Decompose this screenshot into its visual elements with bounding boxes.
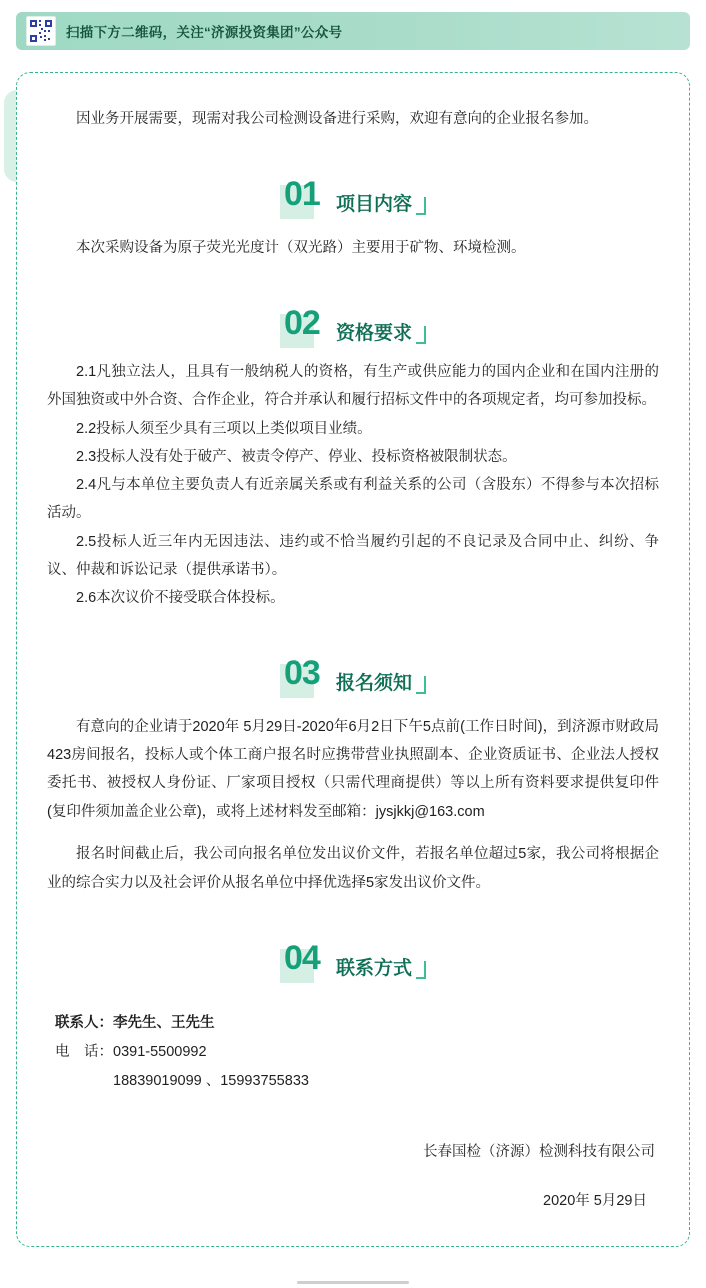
section-03-paragraph-2: 报名时间截止后，我公司向报名单位发出议价文件，若报名单位超过5家，我公司将根据企业的综合实力以及社会评价从报名单位中择优选择5家发出议价文件。 (47, 846, 659, 891)
notice-card-wrapper (16, 72, 690, 1247)
section-02-item-4: 2.4凡与本单位主要负责人有近亲属关系或有利益关系的公司（含股东）不得参与本次招标活动。 (47, 477, 659, 522)
section-bracket-04 (416, 961, 426, 979)
contact-person: 联系人：李先生、王先生 (55, 1015, 215, 1032)
banner-label: 扫描下方二维码，关注“济源投资集团”公众号 (66, 25, 343, 40)
section-number-03: 03 (283, 654, 320, 693)
notice-card (16, 72, 690, 1247)
section-02-item-5: 2.5投标人近三年内无因违法、违约或不恰当履约引起的不良记录及合同中止、纠纷、争议、仲裁和诉讼记录（提供承诺书）。 (47, 533, 659, 578)
section-02-item-2: 2.2投标人须至少具有三项以上类似项目业绩。 (76, 420, 372, 437)
section-number-01: 01 (283, 175, 320, 214)
section-heading-01 (47, 167, 659, 219)
contact-mobile-numbers: 18839019099 、15993755833 (113, 1073, 309, 1090)
qr-code-icon (26, 16, 56, 46)
section-02-item-3: 2.3投标人没有处于破产、被责令停产、停业、投标资格被限制状态。 (76, 448, 517, 465)
section-01-paragraph-1: 本次采购设备为原子荧光光度计（双光路）主要用于矿物、环境检测。 (76, 239, 526, 256)
section-number-box-04 (280, 937, 334, 983)
section-02-item-1: 2.1凡独立法人，且具有一般纳税人的资格，有生产或供应能力的国内企业和在国内注册的外国独资或中外合资、合作企业，符合并承认和履行招标文件中的各项规定者，均可参加投标。 (47, 364, 659, 409)
section-bracket-01 (416, 197, 426, 215)
bottom-indicator-bar (297, 1281, 409, 1284)
contact-phone: 电 话：0391-5500992 (55, 1044, 207, 1061)
section-number-box-03 (280, 652, 334, 698)
section-bracket-03 (416, 676, 426, 694)
section-number-box-01 (280, 173, 334, 219)
section-title-02: 资格要求 (335, 323, 412, 345)
section-title-03: 报名须知 (335, 673, 412, 695)
section-heading-04 (47, 931, 659, 983)
section-heading-02 (47, 296, 659, 348)
section-02-item-6: 2.6本次议价不接受联合体投标。 (76, 590, 285, 607)
section-03-paragraph-1: 有意向的企业请于2020年 5月29日-2020年6月2日下午5点前(工作日时间)，到济源市财政局423房间报名，投标人或个体工商户报名时应携带营业执照副本、企业资质证书、企业法人授权委托书、被授权人身份证、厂家项目授权（只需代理商提供）等以上所有资料要求提供复印件(复印件须加盖企业公章)，或将上述材料发至邮箱：jysjkkj@163.com (47, 718, 659, 820)
section-title-04: 联系方式 (335, 958, 412, 980)
section-number-04: 04 (283, 939, 320, 978)
intro-paragraph: 因业务开展需要，现需对我公司检测设备进行采购，欢迎有意向的企业报名参加。 (76, 111, 598, 127)
company-signature: 长春国检（济源）检测科技有限公司 (423, 1144, 655, 1161)
wechat-follow-banner[interactable] (16, 12, 690, 50)
signature-date: 2020年 5月29日 (543, 1193, 647, 1210)
section-number-02: 02 (283, 304, 320, 343)
section-heading-03 (47, 646, 659, 698)
section-number-box-02 (280, 302, 334, 348)
section-bracket-02 (416, 326, 426, 344)
section-title-01: 项目内容 (335, 194, 412, 216)
contact-block (47, 1009, 659, 1096)
